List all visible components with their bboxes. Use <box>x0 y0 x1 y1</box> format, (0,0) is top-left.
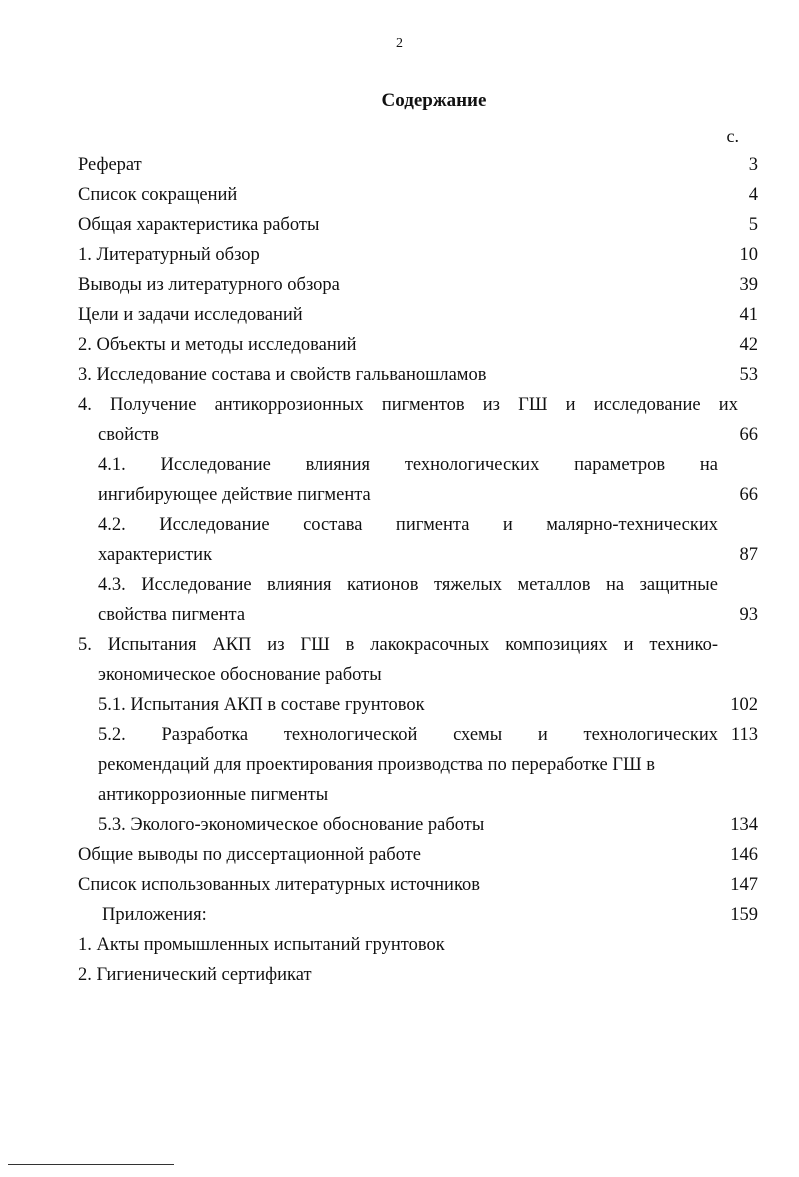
toc-entry-text: Выводы из литературного обзора <box>78 275 340 295</box>
toc-entry-text: 4.2. Исследование состава пигмента и малярно-технических <box>98 515 718 535</box>
toc-entry-text: 5.1. Испытания АКП в составе грунтовок <box>98 695 425 715</box>
toc-page-number: 102 <box>730 695 758 715</box>
toc-entry-text: 2. Гигиенический сертификат <box>78 965 312 985</box>
toc-entry-text: Общие выводы по диссертационной работе <box>78 845 421 865</box>
toc-entry-text: 2. Объекты и методы исследований <box>78 335 357 355</box>
toc-entry-text: 5.2. Разработка технологической схемы и технологических <box>98 725 718 745</box>
toc-entry-text: Реферат <box>78 155 142 175</box>
toc-entry-text: 1. Акты промышленных испытаний грунтовок <box>78 935 445 955</box>
toc-page-number: 134 <box>730 815 758 835</box>
toc-entry-text: 1. Литературный обзор <box>78 245 260 265</box>
toc-page-number: 66 <box>739 485 758 505</box>
toc-page-number: 42 <box>739 335 758 355</box>
toc-page-number: 41 <box>739 305 758 325</box>
toc-page-number: 66 <box>739 425 758 445</box>
toc-entry-text: ингибирующее действие пигмента <box>98 485 371 505</box>
toc-entry-text: характеристик <box>98 545 213 565</box>
toc-entry-text: экономическое обоснование работы <box>98 665 382 685</box>
page-number: 2 <box>396 36 403 51</box>
toc-page-number: 159 <box>730 905 758 925</box>
toc-entry-text: Общая характеристика работы <box>78 215 320 235</box>
toc-entry-text: антикоррозионные пигменты <box>98 785 329 805</box>
toc-page-number: 53 <box>739 365 758 385</box>
toc-entry-text: Список использованных литературных источников <box>78 875 480 895</box>
toc-entry-text: свойства пигмента <box>98 605 246 625</box>
toc-entry-text: 5.3. Эколого-экономическое обоснование работы <box>98 815 485 835</box>
toc-entry-text: Список сокращений <box>78 185 238 205</box>
footer-rule <box>8 1164 174 1165</box>
toc-page-number: 146 <box>730 845 758 865</box>
toc-entry-text: 3. Исследование состава и свойств гальваношламов <box>78 365 487 385</box>
toc-entry-text: свойств <box>98 425 160 445</box>
page-title: Содержание <box>381 90 487 111</box>
toc-entry-text: Приложения: <box>102 905 207 925</box>
toc-page-number: 87 <box>739 545 758 565</box>
toc-page-number: 93 <box>739 605 758 625</box>
toc-page-number: 39 <box>739 275 758 295</box>
toc-page-number: 113 <box>730 725 758 745</box>
toc-page-number: 5 <box>748 215 758 235</box>
toc-entry-text: 4.1. Исследование влияния технологических параметров на <box>98 455 718 475</box>
toc-entry-text: 4.3. Исследование влияния катионов тяжелых металлов на защитные <box>98 575 718 595</box>
toc-page-number: 10 <box>739 245 758 265</box>
toc-entry-text: 4. Получение антикоррозионных пигментов из ГШ и исследование их <box>78 395 738 415</box>
toc-entry-text: рекомендаций для проектирования производства по переработке ГШ в <box>98 755 656 775</box>
page-column-header: с. <box>726 126 739 146</box>
toc-entry-text: Цели и задачи исследований <box>78 305 303 325</box>
toc-entry-text: 5. Испытания АКП из ГШ в лакокрасочных композициях и технико- <box>78 635 718 655</box>
toc-page-number: 3 <box>748 155 758 175</box>
toc-page-number: 4 <box>748 185 758 205</box>
toc-page-number: 147 <box>730 875 758 895</box>
